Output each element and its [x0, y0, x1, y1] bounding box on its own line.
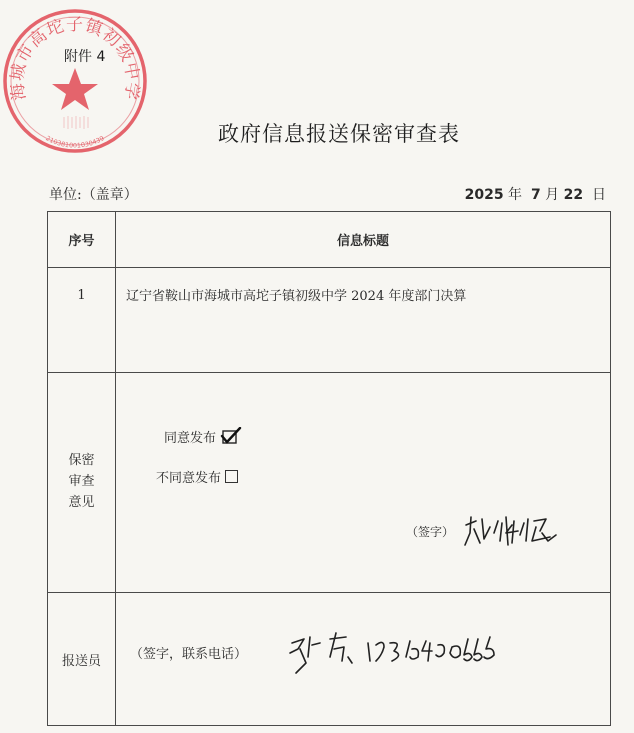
disagree-label: 不同意发布 — [156, 471, 222, 486]
row-title: 辽宁省鞍山市海城市高坨子镇初级中学 2024 年度部门决算 — [116, 268, 611, 373]
reporter-label: 报送员 — [48, 593, 116, 726]
date-year-unit: 年 — [508, 187, 523, 203]
reporter-cell — [116, 593, 611, 726]
date-month: 7 — [530, 187, 541, 203]
seal-star-icon — [52, 68, 98, 110]
agree-checkbox-checked-icon[interactable] — [220, 427, 242, 445]
date — [465, 184, 606, 204]
unit-label: 单位:（盖章） — [49, 187, 138, 203]
review-label — [48, 373, 116, 593]
review-label-line-2: 审查 — [68, 474, 95, 490]
disagree-option[interactable] — [156, 467, 238, 486]
seal-code: 210381001030439 — [44, 134, 106, 150]
date-year: 2025 — [464, 187, 504, 203]
seal-text: 海城市高坨子镇初级中学 — [7, 15, 143, 102]
handwritten-signature — [462, 511, 572, 551]
date-day: 22 — [563, 187, 584, 203]
date-month-unit: 月 — [545, 187, 560, 203]
review-label-line-1: 保密 — [68, 453, 95, 469]
agree-label: 同意发布 — [164, 431, 217, 446]
col-number-header: 序号 — [48, 212, 116, 268]
page-title: 政府信息报送保密审查表 — [218, 122, 460, 146]
review-opinion-cell — [116, 373, 611, 593]
reporter-hint: （签字，联系电话） — [130, 647, 248, 662]
review-table — [47, 211, 611, 726]
sign-label: （签字） — [406, 525, 455, 539]
attachment-label: 附件 4 — [64, 49, 106, 65]
disagree-checkbox-icon[interactable] — [225, 470, 238, 483]
agree-option[interactable] — [164, 427, 242, 446]
col-title-header: 信息标题 — [116, 212, 611, 268]
reporter-handwriting — [286, 627, 516, 677]
row-number: 1 — [48, 268, 116, 373]
date-day-unit: 日 — [592, 187, 606, 203]
review-label-line-3: 意见 — [68, 494, 95, 510]
